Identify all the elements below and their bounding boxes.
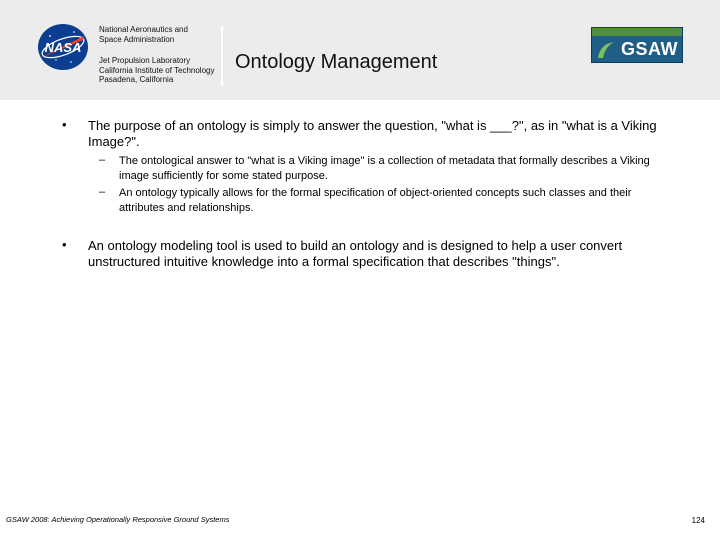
slide-header	[0, 0, 720, 100]
bullet-item-purpose: The purpose of an ontology is simply to answer the question, "what is ___?", as in "what is a Viking Image?".	[88, 118, 657, 149]
footer-conference: GSAW 2008: Achieving Operationally Responsive Ground Systems	[6, 515, 230, 524]
sub-bullet-ontological-answer: The ontological answer to "what is a Viking image" is a collection of metadata that formally describes a Viking image sufficiently for some stated purpose.	[119, 155, 650, 182]
nasa-meatball-icon	[36, 22, 90, 72]
page-title: Ontology Management	[235, 51, 438, 73]
agency-name: National Aeronautics and Space Administration	[99, 25, 188, 44]
page-number: 124	[691, 516, 705, 525]
sub-bullet-ontology-spec: An ontology typically allows for the formal specification of object-oriented concepts such classes and their attributes and relationships.	[119, 187, 632, 214]
bullet-marker: •	[62, 117, 67, 132]
bullet-item-modeling-tool: An ontology modeling tool is used to build an ontology and is designed to help a user convert unstructured intuitive knowledge into a formal specification that describes "things".	[88, 238, 623, 269]
gsaw-logo-text: GSAW	[620, 39, 678, 59]
svg-text:NASA: NASA	[44, 40, 82, 55]
gsaw-swoosh-icon	[596, 38, 616, 60]
bullet-marker: •	[62, 237, 67, 252]
sub-bullet-dash: –	[99, 186, 106, 198]
header-divider	[221, 26, 223, 86]
sub-bullet-dash: –	[99, 154, 106, 166]
lab-name: Jet Propulsion Laboratory California Institute of Technology Pasadena, California	[99, 56, 215, 84]
gsaw-logo-band	[592, 28, 682, 36]
gsaw-logo-icon	[591, 27, 683, 63]
